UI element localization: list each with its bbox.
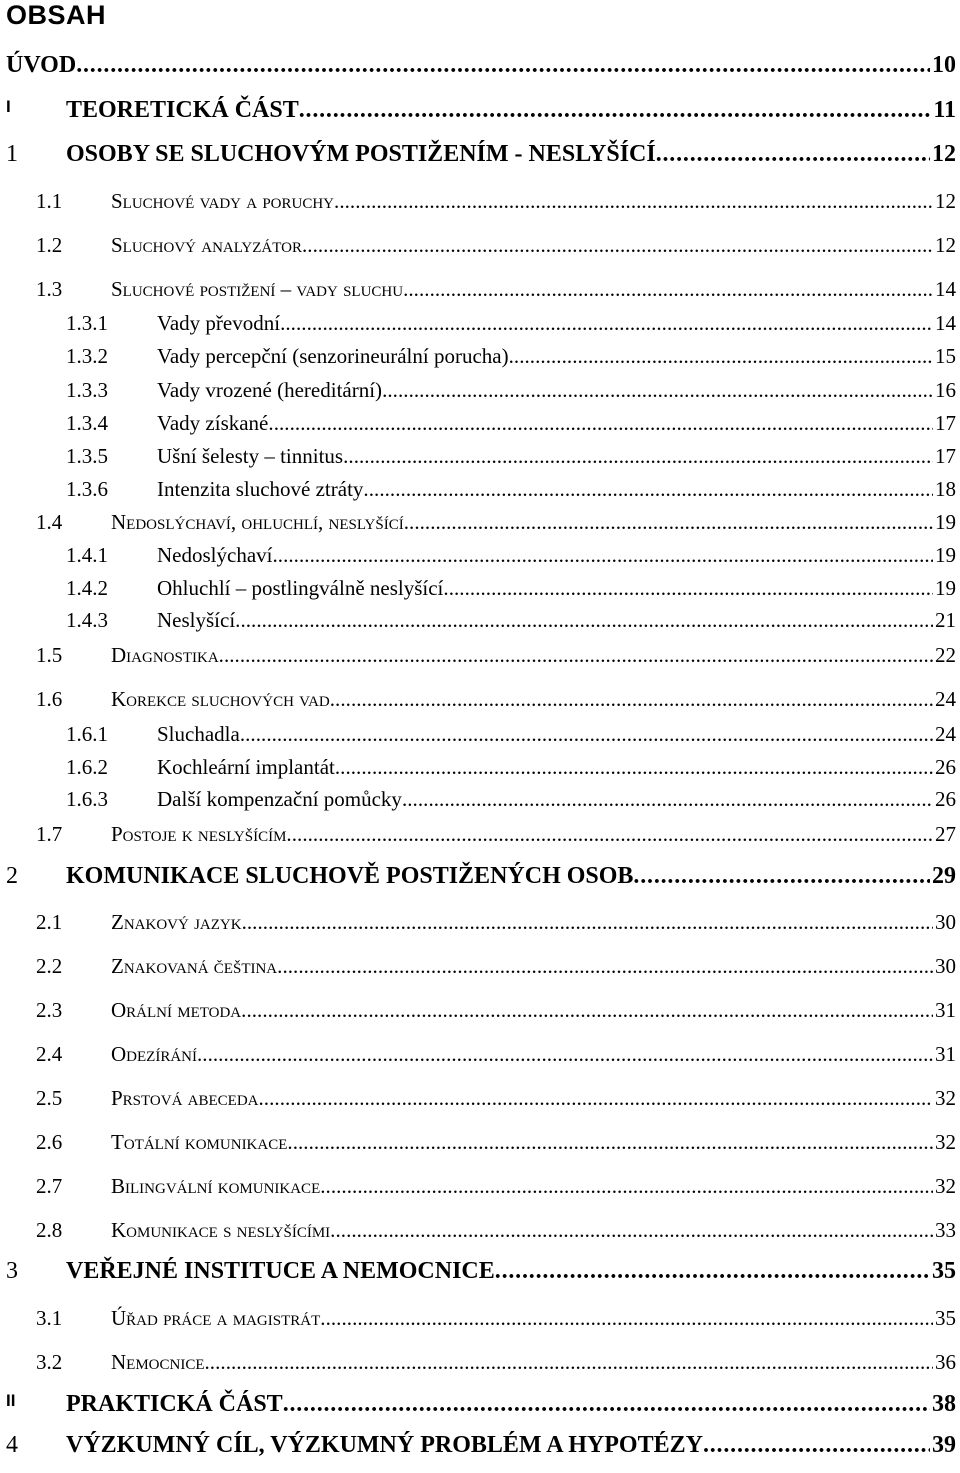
dot-leader (240, 722, 933, 747)
toc-entry-page: 17 (935, 411, 956, 435)
toc-entry-page: 14 (935, 277, 956, 301)
toc-entry[interactable] (0, 954, 956, 980)
toc-entry-page: 10 (932, 52, 956, 78)
toc-entry-page: 30 (935, 954, 956, 978)
toc-entry-title: Sluchový analyzátor (111, 233, 302, 257)
toc-entry-title: Korekce sluchových vad (111, 687, 330, 711)
toc-entry[interactable] (0, 1432, 956, 1462)
toc-entry[interactable] (0, 910, 956, 936)
dot-leader (404, 510, 933, 535)
toc-entry-number: 3 (6, 1258, 18, 1284)
toc-entry-number: 1.3.2 (66, 344, 108, 368)
toc-entry-page: 19 (935, 510, 956, 534)
toc-entry-page: 36 (935, 1350, 956, 1374)
toc-entry-page: 21 (935, 608, 956, 632)
toc-entry[interactable] (0, 643, 956, 669)
dot-leader (259, 1086, 934, 1111)
dot-leader (403, 277, 933, 302)
toc-entry-title: VÝZKUMNÝ CÍL, VÝZKUMNÝ PROBLÉM A HYPOTÉZY (66, 1432, 703, 1458)
dot-leader (335, 755, 933, 780)
toc-entry-page: 12 (935, 233, 956, 257)
toc-entry[interactable] (0, 755, 956, 781)
dot-leader (330, 1218, 933, 1243)
toc-entry-page: 39 (932, 1432, 956, 1458)
toc-entry[interactable] (0, 1306, 956, 1332)
toc-entry[interactable] (0, 543, 956, 569)
dot-leader (443, 576, 933, 601)
toc-entry-page: 19 (935, 543, 956, 567)
toc-entry[interactable] (0, 141, 956, 171)
toc-entry-number: 1.4.3 (66, 608, 108, 632)
dot-leader (633, 863, 930, 890)
toc-entry[interactable] (0, 1042, 956, 1068)
dot-leader (320, 1306, 933, 1331)
toc-entry-number: 4 (6, 1432, 18, 1458)
dot-leader (197, 1042, 933, 1067)
toc-entry-title: Nemocnice (111, 1350, 205, 1374)
toc-entry-page: 38 (932, 1391, 956, 1417)
toc-entry-number: 1.4.1 (66, 543, 108, 567)
toc-entry-title: Vady převodní (157, 311, 281, 335)
toc-entry-number: I (6, 97, 11, 116)
dot-leader (656, 141, 930, 168)
dot-leader (272, 543, 933, 568)
toc-entry-title: Prstová abeceda (111, 1086, 259, 1110)
toc-entry[interactable] (0, 378, 956, 404)
dot-leader (363, 477, 933, 502)
toc-entry-number: 2.1 (36, 910, 63, 934)
toc-entry-number: 1.4.2 (66, 576, 108, 600)
dot-leader (242, 910, 933, 935)
dot-leader (299, 97, 932, 124)
toc-entry-page: 30 (935, 910, 956, 934)
toc-entry-page: 26 (935, 755, 956, 779)
toc-entry[interactable] (0, 787, 956, 813)
page-title: OBSAH (6, 0, 107, 30)
toc-entry-title: Odezírání (111, 1042, 197, 1066)
toc-entry-page: 31 (935, 998, 956, 1022)
toc-entry-title: VEŘEJNÉ INSTITUCE A NEMOCNICE (66, 1258, 495, 1284)
toc-entry[interactable] (0, 1130, 956, 1156)
toc-entry-title: Další kompenzační pomůcky (157, 787, 402, 811)
toc-entry-number: 2 (6, 863, 18, 889)
toc-entry[interactable] (0, 822, 956, 848)
toc-entry-title: ÚVOD (6, 52, 77, 78)
toc-entry-title: KOMUNIKACE SLUCHOVĚ POSTIŽENÝCH OSOB (66, 863, 634, 889)
toc-entry-number: 1.3.5 (66, 444, 108, 468)
toc-entry-page: 33 (935, 1218, 956, 1242)
toc-entry-number: 1.6.2 (66, 755, 108, 779)
dot-leader (495, 1258, 930, 1285)
dot-leader (343, 444, 933, 469)
toc-entry[interactable] (0, 608, 956, 634)
toc-entry-title: Diagnostika (111, 643, 219, 667)
toc-entry-number: 1.6.1 (66, 722, 108, 746)
toc-entry[interactable] (0, 510, 956, 536)
toc-entry-number: 1.7 (36, 822, 63, 846)
toc-entry[interactable] (0, 722, 956, 748)
toc-entry-number: 1.5 (36, 643, 63, 667)
toc-entry[interactable] (0, 998, 956, 1024)
dot-leader (334, 189, 933, 214)
toc-entry-number: 2.6 (36, 1130, 63, 1154)
toc-entry-page: 16 (935, 378, 956, 402)
toc-entry-number: 3.1 (36, 1306, 63, 1330)
toc-entry-page: 12 (935, 189, 956, 213)
toc-entry-page: 27 (935, 822, 956, 846)
dot-leader (302, 233, 933, 258)
toc-entry-number: 2.3 (36, 998, 63, 1022)
toc-entry[interactable] (0, 1174, 956, 1200)
toc-entry[interactable] (0, 687, 956, 713)
toc-entry-number: 1.2 (36, 233, 63, 257)
toc-entry[interactable] (0, 277, 956, 303)
toc-entry-number: 1.4 (36, 510, 63, 534)
toc-entry-title: Vady percepční (senzorineurální porucha) (157, 344, 509, 368)
toc-entry-page: 11 (933, 97, 956, 123)
dot-leader (268, 411, 933, 436)
toc-entry-page: 18 (935, 477, 956, 501)
toc-entry-title: Znakovaná čeština (111, 954, 278, 978)
dot-leader (283, 1391, 930, 1418)
toc-entry-page: 14 (935, 311, 956, 335)
toc-entry-number: 2.5 (36, 1086, 63, 1110)
toc-entry-page: 31 (935, 1042, 956, 1066)
toc-entry-title: Kochleární implantát (157, 755, 335, 779)
toc-entry[interactable] (0, 1350, 956, 1376)
toc-entry-title: OSOBY SE SLUCHOVÝM POSTIŽENÍM - NESLYŠÍCÍ (66, 141, 656, 167)
toc-entry-page: 32 (935, 1174, 956, 1198)
toc-entry[interactable] (0, 52, 956, 82)
toc-entry-number: 1.1 (36, 189, 63, 213)
toc-entry-title: Nedoslýchaví, ohluchlí, neslyšící (111, 510, 404, 534)
toc-entry-title: Vady získané (157, 411, 269, 435)
toc-entry-title: Neslyšící (157, 608, 236, 632)
dot-leader (509, 344, 933, 369)
toc-entry-number: 1.3.3 (66, 378, 108, 402)
toc-entry[interactable] (0, 477, 956, 503)
toc-entry[interactable] (0, 311, 956, 337)
dot-leader (382, 378, 933, 403)
toc-entry-number: 1.3.4 (66, 411, 108, 435)
toc-entry[interactable] (0, 1086, 956, 1112)
toc-entry-number: 1.6 (36, 687, 63, 711)
toc-entry-page: 35 (932, 1258, 956, 1284)
toc-entry[interactable] (0, 576, 956, 602)
toc-entry-title: Bilingvální komunikace (111, 1174, 321, 1198)
toc-entry-title: Sluchové postižení – vady sluchu (111, 277, 404, 301)
dot-leader (320, 1174, 933, 1199)
toc-entry-title: Intenzita sluchové ztráty (157, 477, 364, 501)
dot-leader (205, 1350, 934, 1375)
dot-leader (280, 311, 933, 336)
toc-entry-number: 1.3 (36, 277, 63, 301)
toc-entry[interactable] (0, 411, 956, 437)
toc-entry-page: 26 (935, 787, 956, 811)
toc-entry[interactable] (0, 233, 956, 259)
toc-entry-title: Sluchové vady a poruchy (111, 189, 335, 213)
dot-leader (76, 52, 930, 79)
toc-entry-title: Ušní šelesty – tinnitus (157, 444, 344, 468)
toc-entry-number: 1 (6, 141, 18, 167)
toc-entry-page: 24 (935, 687, 956, 711)
toc-entry-title: Komunikace s neslyšícími (111, 1218, 331, 1242)
toc-entry-number: 1.3.6 (66, 477, 108, 501)
toc-entry-number: 2.7 (36, 1174, 63, 1198)
dot-leader (703, 1432, 930, 1459)
toc-entry-page: 17 (935, 444, 956, 468)
toc-entry-title: Orální metoda (111, 998, 242, 1022)
toc-entry-number: 2.4 (36, 1042, 63, 1066)
dot-leader (241, 998, 933, 1023)
toc-entry-title: Vady vrozené (hereditární) (157, 378, 383, 402)
dot-leader (286, 822, 933, 847)
toc-entry-title: Nedoslýchaví (157, 543, 273, 567)
toc-entry-page: 15 (935, 344, 956, 368)
toc-entry[interactable] (0, 863, 956, 893)
dot-leader (287, 1130, 933, 1155)
toc-entry-page: 32 (935, 1130, 956, 1154)
toc-entry-number: 2.2 (36, 954, 63, 978)
toc-entry-page: 24 (935, 722, 956, 746)
toc-entry[interactable] (0, 97, 956, 127)
toc-entry[interactable] (0, 1391, 956, 1421)
toc-entry-number: 3.2 (36, 1350, 63, 1374)
dot-leader (235, 608, 933, 633)
toc-entry-title: TEORETICKÁ ČÁST (66, 97, 299, 123)
dot-leader (277, 954, 933, 979)
toc-entry-page: 19 (935, 576, 956, 600)
dot-leader (219, 643, 933, 668)
toc-entry-title: Postoje k neslyšícím (111, 822, 287, 846)
toc-entry-page: 12 (932, 141, 956, 167)
toc-entry-number: 1.6.3 (66, 787, 108, 811)
toc-entry[interactable] (0, 344, 956, 370)
dot-leader (402, 787, 933, 812)
toc-entry-title: Ohluchlí – postlingválně neslyšící (157, 576, 444, 600)
toc-entry-title: Úřad práce a magistrát (111, 1306, 321, 1330)
toc-entry[interactable] (0, 444, 956, 470)
toc-entry-page: 29 (932, 863, 956, 889)
toc-entry-title: Sluchadla (157, 722, 240, 746)
toc-entry-title: PRAKTICKÁ ČÁST (66, 1391, 283, 1417)
toc-entry-number: 1.3.1 (66, 311, 108, 335)
toc-entry-number: II (6, 1391, 16, 1410)
toc-entry[interactable] (0, 1218, 956, 1244)
toc-entry-page: 35 (935, 1306, 956, 1330)
toc-entry[interactable] (0, 1258, 956, 1288)
dot-leader (330, 687, 933, 712)
toc-entry-title: Znakový jazyk (111, 910, 242, 934)
toc-entry-page: 32 (935, 1086, 956, 1110)
toc-entry[interactable] (0, 189, 956, 215)
toc-entry-number: 2.8 (36, 1218, 63, 1242)
toc-entry-page: 22 (935, 643, 956, 667)
toc-entry-title: Totální komunikace (111, 1130, 288, 1154)
